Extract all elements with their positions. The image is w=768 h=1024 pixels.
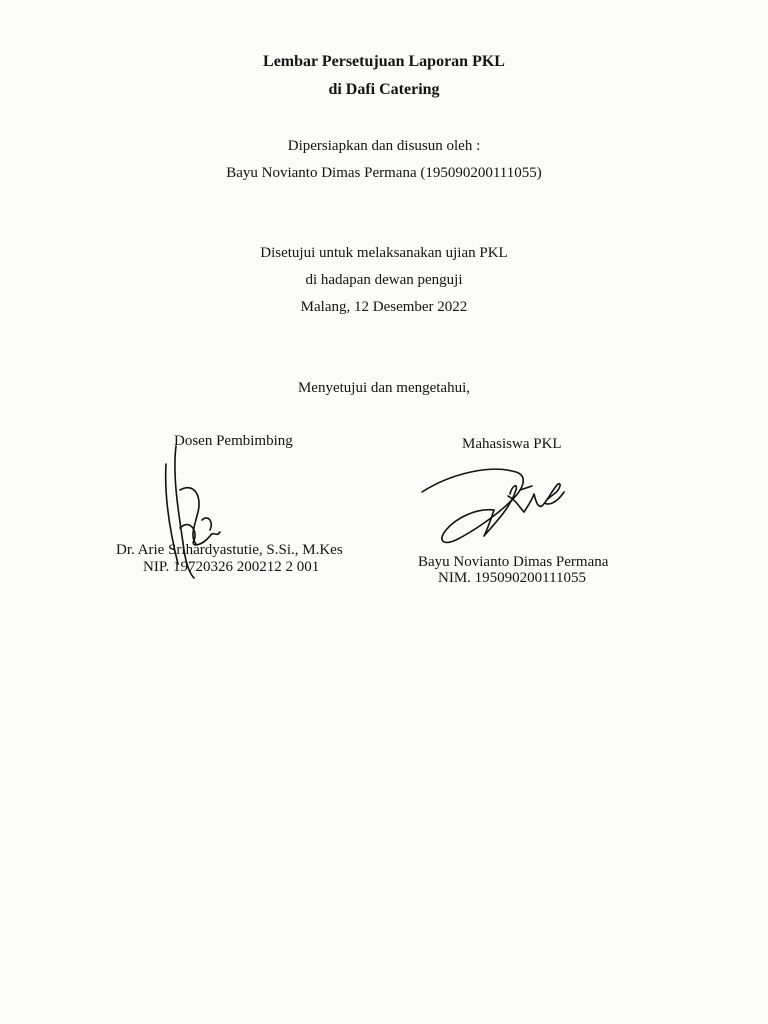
supervisor-nip: NIP. 19720326 200212 2 001 [143,559,320,575]
author-name: Bayu Novianto Dimas Permana (195090200111055) [226,165,542,181]
supervisor-role: Dosen Pembimbing [174,433,293,449]
place-date: Malang, 12 Desember 2022 [300,299,468,315]
document-title: Lembar Persetujuan Laporan PKL [263,53,505,70]
document-subtitle: di Dafi Catering [328,81,440,98]
student-role: Mahasiswa PKL [462,436,562,452]
prepared-by-label: Dipersiapkan dan disusun oleh : [287,138,481,154]
approval-committee: di hadapan dewan penguji [305,272,463,288]
acknowledgement: Menyetujui dan mengetahui, [297,380,471,396]
supervisor-name: Dr. Arie Srihardyastutie, S.Si., M.Kes [116,542,343,558]
student-nim: NIM. 195090200111055 [438,570,587,586]
approval-statement: Disetujui untuk melaksanakan ujian PKL [260,245,508,261]
student-name: Bayu Novianto Dimas Permana [418,554,609,570]
student-signature [420,460,570,550]
